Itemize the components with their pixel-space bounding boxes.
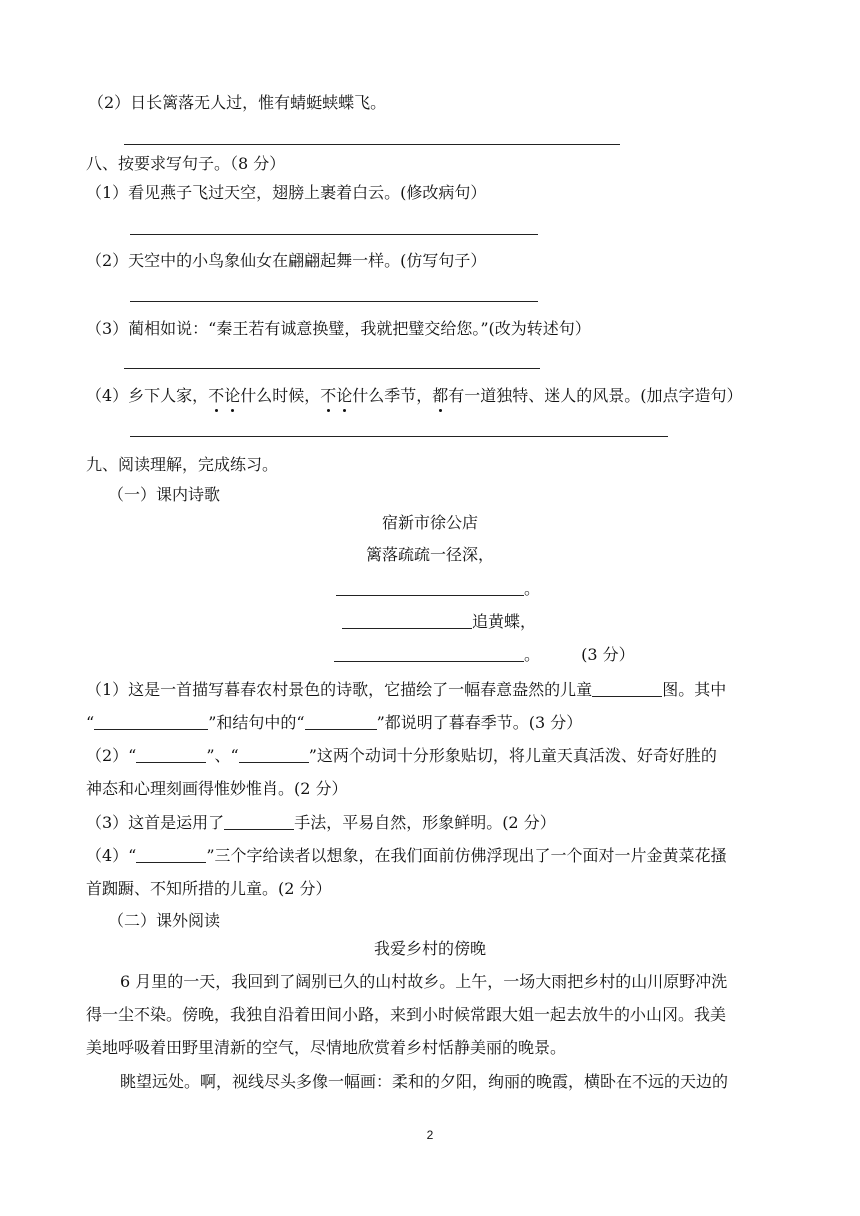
answer-line-8-4[interactable] xyxy=(130,436,668,437)
poem-blank-2[interactable] xyxy=(336,579,524,596)
question-9-4: （4）“ ”三个字给读者以想象，在我们面前仿佛浮现出了一个面对一片金黄菜花搔 xyxy=(86,846,727,865)
blank-9-4[interactable] xyxy=(136,846,206,863)
article-title: 我爱乡村的傍晚 xyxy=(373,939,486,958)
dotted-char: 论 xyxy=(224,386,241,405)
dotted-char: 不 xyxy=(208,386,225,405)
blank-9-1a[interactable] xyxy=(592,680,662,697)
section-9-heading: 九、阅读理解，完成练习。 xyxy=(86,455,279,474)
poem-blank-4[interactable] xyxy=(334,645,524,662)
poem-line-2: 。 xyxy=(336,578,540,600)
poem-title: 宿新市徐公店 xyxy=(381,513,478,532)
blank-9-1b[interactable] xyxy=(94,713,208,730)
question-8-4: （4）乡下人家，不论什么时候，不论什么季节，都有一道独特、迷人的风景。(加点字造句） xyxy=(86,386,743,405)
answer-line-8-3[interactable] xyxy=(124,368,540,369)
question-8-2: （2）天空中的小鸟象仙女在翩翩起舞一样。(仿写句子） xyxy=(86,251,487,270)
poem-line-1: 篱落疏疏一径深， xyxy=(365,545,494,564)
dotted-char: 不 xyxy=(320,386,337,405)
question-7-2: （2）日长篱落无人过，惟有蜻蜓蛱蝶飞。 xyxy=(88,93,387,112)
question-9-1: （1）这是一首描写暮春农村景色的诗歌，它描绘了一幅春意盎然的儿童 图。其中 xyxy=(86,680,727,699)
question-8-1: （1）看见燕子飞过天空，翅膀上裹着白云。(修改病句） xyxy=(86,183,487,202)
blank-9-2a[interactable] xyxy=(136,746,206,763)
part-2-title: （二）课外阅读 xyxy=(108,911,221,930)
answer-line-8-1[interactable] xyxy=(130,234,538,235)
answer-line-8-2[interactable] xyxy=(130,301,538,302)
answer-line-7-2[interactable] xyxy=(124,144,620,145)
question-9-2-cont: 神态和心理刻画得惟妙惟肖。(2 分） xyxy=(86,779,348,798)
question-8-3: （3）蔺相如说：“秦王若有诚意换璧，我就把璧交给您。”(改为转述句） xyxy=(86,319,591,338)
question-9-3: （3）这首是运用了 手法，平易自然，形象鲜明。(2 分） xyxy=(86,813,556,832)
poem-line-4: 。 (3 分） xyxy=(334,644,635,666)
poem-line-3: 追黄蝶， xyxy=(342,611,536,633)
question-9-4-cont: 首踟蹰、不知所措的儿童。(2 分） xyxy=(86,879,332,898)
section-8-heading: 八、按要求写句子。（8 分） xyxy=(86,154,286,173)
blank-9-2b[interactable] xyxy=(239,746,309,763)
article-para-2-line-1: 眺望远处。啊，视线尽头多像一幅画：柔和的夕阳，绚丽的晚霞，横卧在不远的天边的 xyxy=(120,1072,729,1091)
blank-9-1c[interactable] xyxy=(305,713,377,730)
article-para-1-line-1: 6 月里的一天，我回到了阔别已久的山村故乡。上午，一场大雨把乡村的山川原野冲洗 xyxy=(120,972,728,991)
blank-9-3[interactable] xyxy=(224,813,294,830)
dotted-char: 都 xyxy=(432,386,449,405)
question-9-2: （2）“ ”、“ ”这两个动词十分形象贴切，将儿童天真活泼、好奇好胜的 xyxy=(86,746,717,765)
poem-score: (3 分） xyxy=(581,645,635,664)
question-9-1-cont: “ ”和结句中的“ ”都说明了暮春季节。(3 分） xyxy=(86,713,583,732)
article-para-1-line-3: 美地呼吸着田野里清新的空气，尽情地欣赏着乡村恬静美丽的晚景。 xyxy=(86,1038,567,1057)
poem-blank-3[interactable] xyxy=(342,612,472,629)
page-number: 2 xyxy=(426,1128,434,1142)
article-para-1-line-2: 得一尘不染。傍晚，我独自沿着田间小路，来到小时候常跟大姐一起去放牛的小山冈。我美 xyxy=(86,1005,727,1024)
part-1-title: （一）课内诗歌 xyxy=(108,485,221,504)
dotted-char: 论 xyxy=(336,386,353,405)
